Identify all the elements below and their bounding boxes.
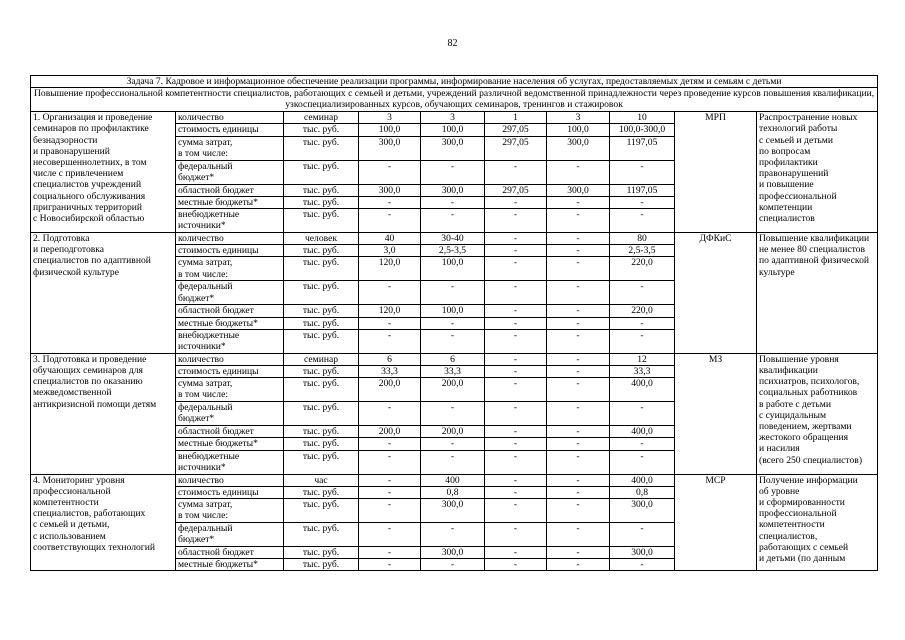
indicator-cell: сумма затрат, в том числе:: [176, 136, 284, 160]
value-cell: 100,0: [421, 124, 485, 136]
value-cell: -: [359, 474, 421, 486]
value-cell: 200,0: [359, 426, 421, 438]
value-cell: 1: [485, 112, 547, 124]
value-cell: -: [421, 196, 485, 208]
activity-title: 2. Подготовка и переподготовка специалистов по адаптивной физической культуре: [31, 233, 176, 354]
value-cell: -: [485, 547, 547, 559]
value-cell: -: [485, 245, 547, 257]
value-cell: -: [547, 245, 610, 257]
value-cell: -: [421, 209, 485, 233]
value-cell: -: [485, 257, 547, 281]
value-cell: 300,0: [421, 184, 485, 196]
value-cell: 3: [421, 112, 485, 124]
table-row: [31, 353, 878, 365]
value-cell: 220,0: [610, 305, 675, 317]
value-cell: 400,0: [610, 426, 675, 438]
unit-cell: тыс. руб.: [284, 329, 359, 353]
unit-cell: человек: [284, 233, 359, 245]
indicator-cell: сумма затрат, в том числе:: [176, 257, 284, 281]
indicator-cell: внебюджетные источники*: [176, 329, 284, 353]
unit-cell: тыс. руб.: [284, 184, 359, 196]
value-cell: -: [359, 486, 421, 498]
unit-cell: час: [284, 474, 359, 486]
value-cell: -: [485, 196, 547, 208]
value-cell: 300,0: [547, 184, 610, 196]
value-cell: 3,0: [359, 245, 421, 257]
value-cell: -: [485, 499, 547, 523]
value-cell: 33,3: [610, 366, 675, 378]
executor-cell: МРП: [675, 112, 757, 233]
value-cell: -: [547, 559, 610, 571]
value-cell: 400: [421, 474, 485, 486]
unit-cell: тыс. руб.: [284, 366, 359, 378]
value-cell: -: [547, 233, 610, 245]
value-cell: -: [610, 559, 675, 571]
value-cell: -: [485, 233, 547, 245]
value-cell: 3: [359, 112, 421, 124]
unit-cell: тыс. руб.: [284, 281, 359, 305]
value-cell: -: [547, 160, 610, 184]
value-cell: -: [485, 523, 547, 547]
value-cell: -: [485, 305, 547, 317]
value-cell: 400,0: [610, 474, 675, 486]
value-cell: -: [359, 196, 421, 208]
indicator-cell: федеральный бюджет*: [176, 160, 284, 184]
value-cell: 100,0: [359, 124, 421, 136]
executor-cell: МСР: [675, 474, 757, 571]
value-cell: -: [547, 523, 610, 547]
unit-cell: семинар: [284, 353, 359, 365]
expected-result: Повышение квалификации не менее 80 специалистов по адаптивной физической культуре: [757, 233, 878, 354]
table-row: [31, 233, 878, 245]
unit-cell: тыс. руб.: [284, 136, 359, 160]
value-cell: -: [547, 281, 610, 305]
page-number: 82: [447, 38, 458, 49]
value-cell: -: [359, 317, 421, 329]
value-cell: -: [359, 329, 421, 353]
executor-cell: МЗ: [675, 353, 757, 474]
unit-cell: тыс. руб.: [284, 196, 359, 208]
value-cell: 100,0-300,0: [610, 124, 675, 136]
unit-cell: тыс. руб.: [284, 209, 359, 233]
value-cell: 297,05: [485, 136, 547, 160]
value-cell: 0,8: [421, 486, 485, 498]
unit-cell: тыс. руб.: [284, 426, 359, 438]
value-cell: -: [485, 402, 547, 426]
value-cell: -: [359, 523, 421, 547]
value-cell: -: [547, 196, 610, 208]
value-cell: 300,0: [421, 499, 485, 523]
value-cell: 300,0: [421, 136, 485, 160]
value-cell: 12: [610, 353, 675, 365]
activity-title: 3. Подготовка и проведение обучающих семинаров для специалистов по оказанию межведомственной антикризисной помощи детям: [31, 353, 176, 474]
unit-cell: тыс. руб.: [284, 124, 359, 136]
value-cell: -: [359, 402, 421, 426]
value-cell: -: [485, 450, 547, 474]
value-cell: 300,0: [547, 136, 610, 160]
indicator-cell: стоимость единицы: [176, 366, 284, 378]
executor-cell: ДФКиС: [675, 233, 757, 354]
value-cell: -: [421, 329, 485, 353]
unit-cell: семинар: [284, 112, 359, 124]
value-cell: 297,05: [485, 124, 547, 136]
unit-cell: тыс. руб.: [284, 486, 359, 498]
value-cell: 40: [359, 233, 421, 245]
value-cell: -: [485, 160, 547, 184]
value-cell: 6: [359, 353, 421, 365]
value-cell: -: [359, 209, 421, 233]
value-cell: -: [547, 366, 610, 378]
value-cell: -: [485, 474, 547, 486]
value-cell: -: [547, 486, 610, 498]
value-cell: -: [485, 559, 547, 571]
value-cell: -: [610, 209, 675, 233]
value-cell: -: [610, 402, 675, 426]
expected-result: Получение информации об уровне и сформированности профессиональной компетентности специалистов, работающих с семьей и детьми (по данным: [757, 474, 878, 571]
value-cell: -: [359, 160, 421, 184]
unit-cell: тыс. руб.: [284, 257, 359, 281]
value-cell: -: [421, 559, 485, 571]
value-cell: -: [359, 559, 421, 571]
value-cell: -: [421, 160, 485, 184]
value-cell: -: [485, 317, 547, 329]
table-row: [31, 112, 878, 124]
value-cell: 2,5-3,5: [421, 245, 485, 257]
value-cell: 2,5-3,5: [610, 245, 675, 257]
expected-result: Повышение уровня квалификации психиатров, психологов, социальных работников в работе с детьми с суицидальным поведением, жертвами жестокого обращения и насилия (всего 250 специалистов): [757, 353, 878, 474]
value-cell: -: [485, 438, 547, 450]
indicator-cell: областной бюджет: [176, 184, 284, 196]
value-cell: 100,0: [421, 305, 485, 317]
indicator-cell: местные бюджеты*: [176, 196, 284, 208]
value-cell: 120,0: [359, 257, 421, 281]
value-cell: 220,0: [610, 257, 675, 281]
value-cell: -: [610, 160, 675, 184]
value-cell: -: [485, 209, 547, 233]
value-cell: 0,8: [610, 486, 675, 498]
value-cell: -: [359, 547, 421, 559]
indicator-cell: количество: [176, 474, 284, 486]
value-cell: -: [421, 402, 485, 426]
value-cell: 300,0: [359, 184, 421, 196]
unit-cell: тыс. руб.: [284, 245, 359, 257]
value-cell: -: [547, 426, 610, 438]
value-cell: 30-40: [421, 233, 485, 245]
value-cell: 297,05: [485, 184, 547, 196]
value-cell: -: [421, 450, 485, 474]
value-cell: -: [359, 499, 421, 523]
indicator-cell: внебюджетные источники*: [176, 209, 284, 233]
value-cell: 33,3: [421, 366, 485, 378]
indicator-cell: внебюджетные источники*: [176, 450, 284, 474]
unit-cell: тыс. руб.: [284, 523, 359, 547]
indicator-cell: местные бюджеты*: [176, 317, 284, 329]
activity-title: 1. Организация и проведение семинаров по профилактике безнадзорности и правонарушений несовершеннолетних, в том числе с привлечением специалистов учреждений социального обслуживания приграничных территорий с Новосибирской областью: [31, 112, 176, 233]
unit-cell: тыс. руб.: [284, 559, 359, 571]
indicator-cell: количество: [176, 112, 284, 124]
value-cell: 400,0: [610, 378, 675, 402]
value-cell: -: [421, 523, 485, 547]
program-table: [30, 75, 878, 571]
value-cell: -: [421, 281, 485, 305]
unit-cell: тыс. руб.: [284, 450, 359, 474]
indicator-cell: областной бюджет: [176, 426, 284, 438]
value-cell: -: [610, 196, 675, 208]
value-cell: -: [547, 499, 610, 523]
unit-cell: тыс. руб.: [284, 547, 359, 559]
value-cell: 6: [421, 353, 485, 365]
value-cell: -: [610, 450, 675, 474]
value-cell: -: [547, 438, 610, 450]
value-cell: -: [485, 329, 547, 353]
value-cell: -: [610, 523, 675, 547]
value-cell: -: [610, 438, 675, 450]
value-cell: -: [547, 329, 610, 353]
indicator-cell: областной бюджет: [176, 305, 284, 317]
value-cell: -: [610, 281, 675, 305]
value-cell: 300,0: [610, 547, 675, 559]
indicator-cell: федеральный бюджет*: [176, 281, 284, 305]
value-cell: -: [485, 486, 547, 498]
indicator-cell: стоимость единицы: [176, 245, 284, 257]
indicator-cell: сумма затрат, в том числе:: [176, 378, 284, 402]
indicator-cell: областной бюджет: [176, 547, 284, 559]
value-cell: -: [359, 438, 421, 450]
value-cell: -: [547, 317, 610, 329]
value-cell: 200,0: [421, 378, 485, 402]
indicator-cell: федеральный бюджет*: [176, 523, 284, 547]
value-cell: 100,0: [547, 124, 610, 136]
value-cell: 1197,05: [610, 184, 675, 196]
value-cell: 300,0: [421, 547, 485, 559]
indicator-cell: стоимость единицы: [176, 486, 284, 498]
value-cell: -: [547, 547, 610, 559]
indicator-cell: стоимость единицы: [176, 124, 284, 136]
value-cell: -: [547, 402, 610, 426]
value-cell: 10: [610, 112, 675, 124]
value-cell: -: [485, 426, 547, 438]
unit-cell: тыс. руб.: [284, 438, 359, 450]
value-cell: -: [485, 366, 547, 378]
value-cell: 300,0: [359, 136, 421, 160]
value-cell: 1197,05: [610, 136, 675, 160]
value-cell: -: [359, 450, 421, 474]
indicator-cell: количество: [176, 233, 284, 245]
value-cell: 33,3: [359, 366, 421, 378]
value-cell: -: [547, 257, 610, 281]
unit-cell: тыс. руб.: [284, 305, 359, 317]
value-cell: -: [359, 281, 421, 305]
value-cell: -: [547, 450, 610, 474]
value-cell: -: [610, 317, 675, 329]
value-cell: 200,0: [421, 426, 485, 438]
value-cell: -: [547, 353, 610, 365]
value-cell: -: [547, 474, 610, 486]
value-cell: 80: [610, 233, 675, 245]
value-cell: -: [610, 329, 675, 353]
value-cell: 120,0: [359, 305, 421, 317]
unit-cell: тыс. руб.: [284, 402, 359, 426]
table-row: [31, 474, 878, 486]
value-cell: -: [485, 378, 547, 402]
subtask-title: Повышение профессиональной компетентности специалистов, работающих с семьей и детьми, учреждений различной ведомственной принадлежности через проведение курсов повышения квалификации, узкоспециализированных курсов, обучающих семинаров, тренингов и стажировок: [31, 88, 878, 112]
indicator-cell: сумма затрат, в том числе:: [176, 499, 284, 523]
activity-title: 4. Мониторинг уровня профессиональной компетентности специалистов, работающих с семьей и детьми, с использованием соответствующих технологий: [31, 474, 176, 571]
task-title: Задача 7. Кадровое и информационное обеспечение реализации программы, информирование населения об услугах, предоставляемых детям и семьям с детьми: [31, 76, 878, 88]
value-cell: 200,0: [359, 378, 421, 402]
indicator-cell: местные бюджеты*: [176, 559, 284, 571]
value-cell: -: [421, 438, 485, 450]
value-cell: -: [421, 317, 485, 329]
value-cell: -: [485, 353, 547, 365]
indicator-cell: количество: [176, 353, 284, 365]
value-cell: 100,0: [421, 257, 485, 281]
unit-cell: тыс. руб.: [284, 499, 359, 523]
unit-cell: тыс. руб.: [284, 317, 359, 329]
value-cell: -: [547, 378, 610, 402]
value-cell: -: [485, 281, 547, 305]
unit-cell: тыс. руб.: [284, 160, 359, 184]
value-cell: -: [547, 305, 610, 317]
expected-result: Распространение новых технологий работы с семьей и детьми по вопросам профилактики правонарушений и повышение профессиональной компетенции специалистов: [757, 112, 878, 233]
indicator-cell: федеральный бюджет*: [176, 402, 284, 426]
value-cell: -: [547, 209, 610, 233]
indicator-cell: местные бюджеты*: [176, 438, 284, 450]
value-cell: 300,0: [610, 499, 675, 523]
unit-cell: тыс. руб.: [284, 378, 359, 402]
value-cell: 3: [547, 112, 610, 124]
